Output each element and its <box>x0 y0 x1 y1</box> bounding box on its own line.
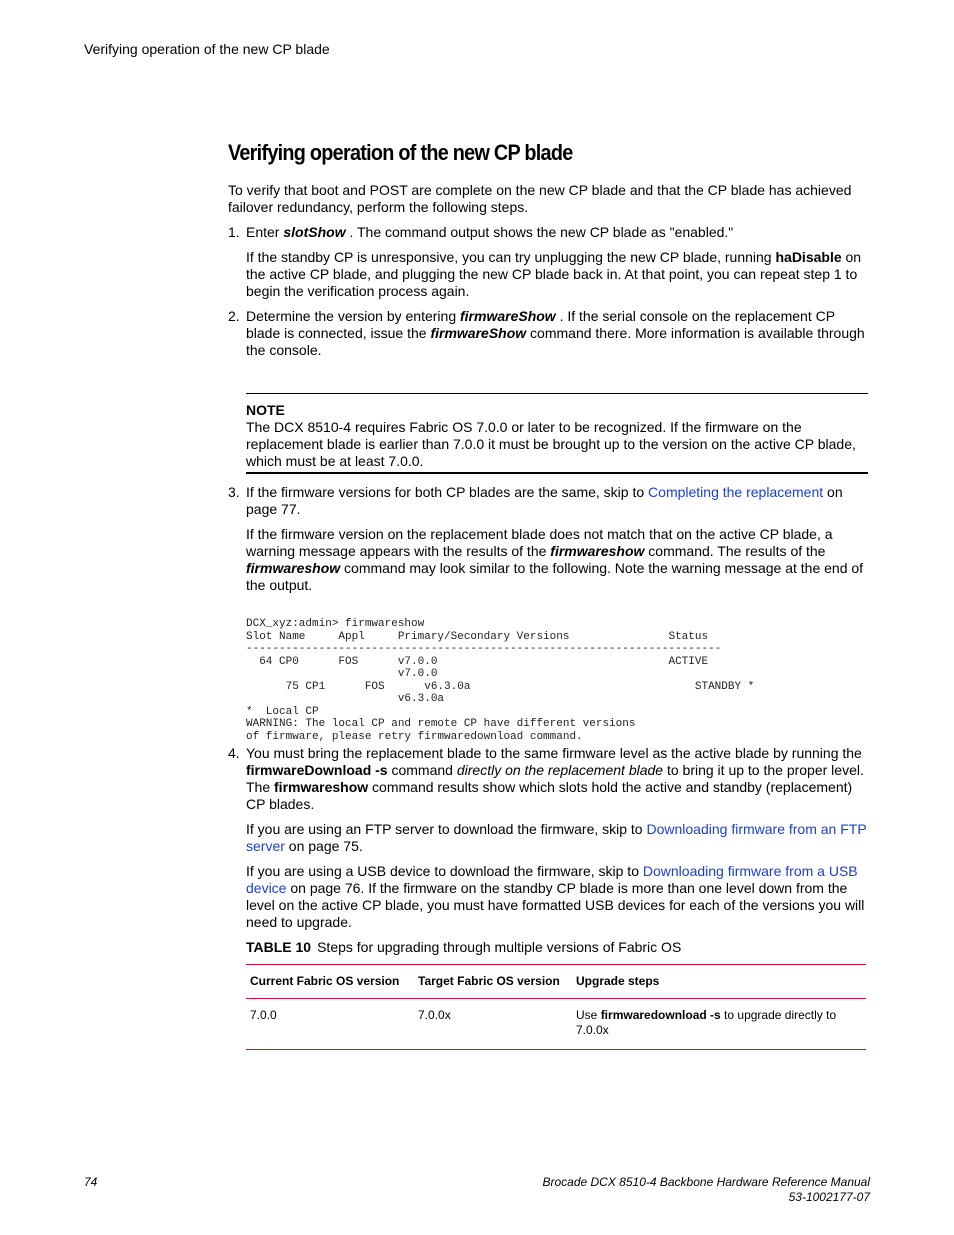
step-1-detail <box>228 249 868 300</box>
command-hadisable: haDisable <box>775 249 842 265</box>
link-usb-download[interactable]: Downloading firmware from a USB device <box>246 863 858 896</box>
step-3 <box>228 484 868 518</box>
page-number: 74 <box>84 1175 98 1189</box>
step-text: . If the serial console on the replacement CP blade is connected, issue the <box>246 308 835 341</box>
step-number: 2. <box>228 308 240 324</box>
column-header: Current Fabric OS version <box>246 965 414 999</box>
footer-manual-info <box>542 1175 870 1205</box>
detail-text: command. The results of the <box>644 543 826 559</box>
detail-text: If you are using an FTP server to download the firmware, skip to <box>246 821 647 837</box>
step-4 <box>228 745 868 813</box>
step-1 <box>228 224 868 241</box>
command-firmwaredownload: firmwaredownload -s <box>600 1008 721 1022</box>
step-text: command <box>387 762 457 778</box>
cell-text: Use <box>576 1008 601 1022</box>
cell-text: to upgrade directly to 7.0.0x <box>576 1008 837 1037</box>
main-content <box>228 140 868 1050</box>
step-text: Enter <box>246 224 284 240</box>
usb-paragraph <box>228 863 868 931</box>
manual-title: Brocade DCX 8510-4 Backbone Hardware Reference Manual <box>542 1175 870 1189</box>
column-header: Target Fabric OS version <box>414 965 572 999</box>
command-firmwareshow: firmwareShow <box>430 325 527 341</box>
link-completing-replacement[interactable]: Completing the replacement <box>648 484 824 500</box>
detail-text: command may look similar to the following. Note the warning message at the end of the output. <box>246 560 864 593</box>
step-text: on page 77. <box>246 484 843 517</box>
command-firmwareshow: firmwareShow <box>460 308 556 324</box>
running-header: Verifying operation of the new CP blade <box>84 41 330 57</box>
table-header-row <box>246 965 866 999</box>
cell-target-version: 7.0.0x <box>414 999 572 1050</box>
command-firmwareshow: firmwareshow <box>550 543 645 559</box>
note-text: The DCX 8510-4 requires Fabric OS 7.0.0 or later to be recognized. If the firmware on the replacement blade is earlier than 7.0.0 it must be brought up to the version on the active CP blade, which must be at least 7.0.0. <box>246 419 856 469</box>
step-number: 3. <box>228 484 240 500</box>
cell-current-version: 7.0.0 <box>246 999 414 1050</box>
step-text: You must bring the replacement blade to the same firmware level as the active blade by running the <box>246 745 862 761</box>
detail-text: If the firmware version on the replacement blade does not match that on the active CP blade, a warning message appears with the results of the <box>246 526 833 559</box>
command-slotshow: slotShow <box>283 224 346 240</box>
detail-text: If you are using a USB device to download the firmware, skip to <box>246 863 643 879</box>
step-text: If the firmware versions for both CP blades are the same, skip to <box>246 484 649 500</box>
step-2 <box>228 308 868 359</box>
step-text: to bring it up to the proper level. The <box>246 762 864 795</box>
command-firmwareshow: firmwareshow <box>274 779 369 795</box>
cell-upgrade-steps <box>572 999 866 1050</box>
step-3-detail <box>228 526 868 594</box>
note-box <box>246 393 868 474</box>
section-title: Verifying operation of the new CP blade <box>228 140 573 165</box>
table-caption <box>228 939 868 956</box>
column-header: Upgrade steps <box>572 965 866 999</box>
step-text: Determine the version by entering <box>246 308 460 324</box>
detail-text: If the standby CP is unresponsive, you can try unplugging the new CP blade, running <box>246 249 776 265</box>
step-number: 4. <box>228 745 240 761</box>
detail-text: on page 76. If the firmware on the standby CP blade is more than one level down from the level on the active CP blade, you must have formatted USB devices for each of the versions you will need to upgrade. <box>246 880 865 930</box>
link-ftp-download[interactable]: Downloading firmware from an FTP server <box>246 821 867 854</box>
step-number: 1. <box>228 224 240 240</box>
step-text: command there. More information is available through the console. <box>246 325 865 358</box>
ftp-paragraph <box>228 821 868 855</box>
step-text: . The command output shows the new CP blade as "enabled." <box>345 224 734 240</box>
upgrade-table <box>246 964 866 1050</box>
note-label: NOTE <box>246 402 285 418</box>
table-row <box>246 999 866 1050</box>
code-sample: DCX_xyz:admin> firmwareshow Slot Name Appl Primary/Secondary Versions Status ------------------------------------------------------------------------ 64 CP0 FOS v7.0.0 ACTIVE v7.0.0 75 CP1 FOS v6.3.0a STANDBY * v6.3.0a * Local CP WARNING: The local CP and remote CP have different versions of firmware, please retry firmwaredownload command. <box>246 618 755 743</box>
step-text: command results show which slots hold the active and standby (replacement) CP blades. <box>246 779 853 812</box>
command-firmwareshow: firmwareshow <box>246 560 341 576</box>
table-label: TABLE 10 <box>246 939 312 955</box>
detail-text: on page 75. <box>284 838 363 854</box>
intro-paragraph: To verify that boot and POST are complete on the new CP blade and that the CP blade has achieved failover redundancy, perform the following steps. <box>228 182 852 215</box>
document-id: 53-1002177-07 <box>788 1190 870 1204</box>
command-firmwaredownload: firmwareDownload -s <box>246 762 388 778</box>
detail-text: on the active CP blade, and plugging the new CP blade back in. At that point, you can repeat step 1 to begin the verification process again. <box>246 249 862 299</box>
emphasis-text: directly on the replacement blade <box>456 762 664 778</box>
table-caption-text: Steps for upgrading through multiple versions of Fabric OS <box>317 939 682 955</box>
